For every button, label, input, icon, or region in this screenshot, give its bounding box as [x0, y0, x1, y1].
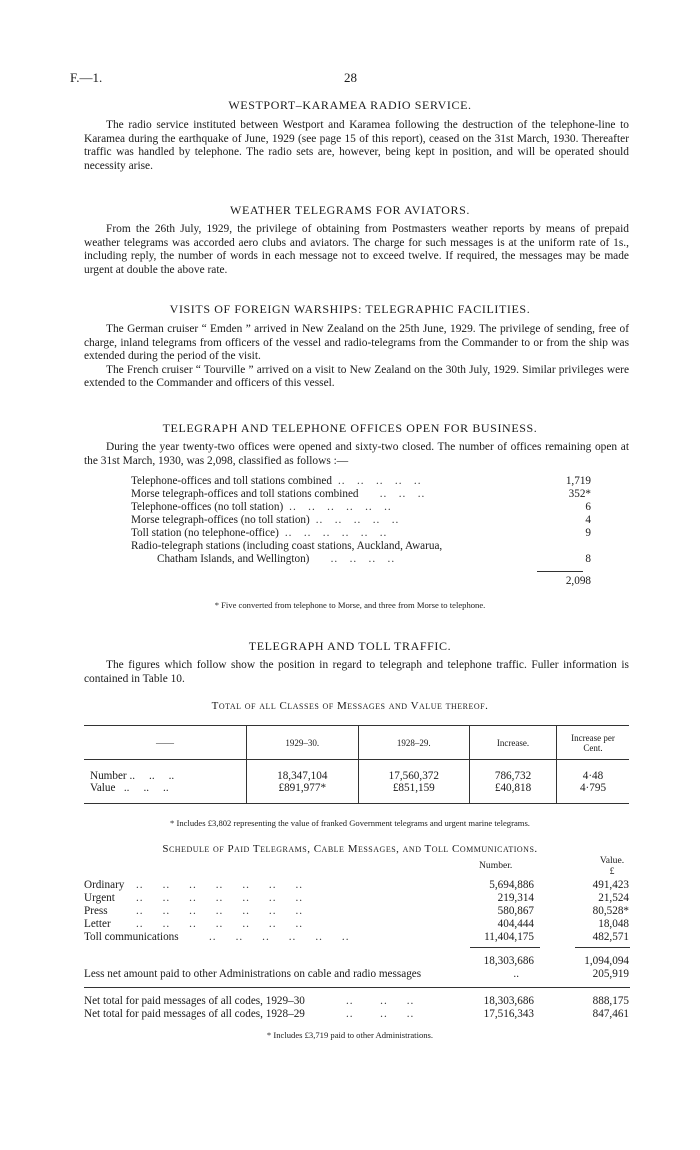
leader-dots: .. .. .. .. .. .. .. [136, 892, 304, 904]
leader-dots: .. .. .. .. .. [315, 514, 400, 526]
row-value: 21,524 [598, 892, 629, 904]
leader-dots: .. .. .. .. .. [337, 475, 422, 487]
row-label: Net total for paid messages of all codes, 1928–29 [84, 1008, 305, 1020]
column-header: Increase. [470, 726, 557, 760]
schedule-row [84, 905, 629, 918]
weather-paragraph [84, 223, 629, 277]
total-rule [537, 571, 583, 572]
value-header: Value. [599, 855, 625, 866]
row-value: 491,423 [592, 879, 629, 891]
offices-paragraph [84, 441, 629, 468]
item-label: Telephone-offices and toll stations combined [131, 475, 332, 487]
row-label: Toll communications [84, 931, 179, 943]
less-label: Less net amount paid to other Administrations on cable and radio messages [84, 968, 422, 980]
subtotal-row [84, 955, 629, 968]
list-item [131, 527, 591, 540]
row-label: Number [90, 769, 127, 782]
totals-table-caption: Total of all Classes of Messages and Value thereof. [211, 700, 489, 712]
leader-dots: .. .. .. .. .. .. .. [136, 905, 304, 917]
row-label: Ordinary [84, 879, 125, 891]
net-row [84, 1008, 629, 1021]
traffic-paragraph [84, 659, 629, 686]
cell: 786,732 [470, 770, 557, 782]
leader-dots: .. .. .. [346, 995, 415, 1007]
schedule-row [84, 879, 629, 892]
westport-title: WESTPORT–KARAMEA RADIO SERVICE. [228, 98, 472, 112]
net-rule [84, 987, 630, 988]
row-value: 80,528* [592, 905, 629, 917]
cell: £40,818 [470, 782, 557, 794]
traffic-text: The figures which follow show the position in regard to telegraph and telephone traffic. Fuller information is contained in Table 10. [84, 659, 629, 685]
cell: 17,560,372 [358, 770, 470, 782]
totals-table [84, 725, 629, 804]
subtotal-value: 1,094,094 [584, 955, 629, 967]
report-reference: F.—1. [70, 70, 103, 85]
item-label: Chatham Islands, and Wellington) [157, 553, 310, 565]
item-label: Morse telegraph-offices (no toll station) [131, 514, 310, 526]
leader-dots: .. .. .. .. .. .. [289, 501, 392, 513]
leader-dots: .. .. .. .. [315, 553, 396, 565]
table-header-row [84, 726, 629, 760]
row-number: 11,404,175 [484, 931, 534, 943]
table-row: Number .. .. .. 18,347,104 17,560,372 786,732 4·48 [84, 770, 629, 782]
net-row [84, 995, 629, 1008]
row-number: 17,516,343 [483, 1008, 534, 1020]
warships-paragraph [84, 323, 629, 391]
leader-dots: .. .. .. [346, 1008, 415, 1020]
row-value: 18,048 [598, 918, 629, 930]
item-label: Toll station (no telephone-office) [131, 527, 279, 539]
value-unit: £ [609, 866, 615, 877]
westport-text: The radio service instituted between Westport and Karamea following the destruction of the telephone-line to Karamea during the earthquake of June, 1929 (see page 15 of this report), ceased on the 31st March, 1930. Thereafter traffic was handled by telephone. The radio sets are, however, being kept in position, and will be operated should necessity arise. [84, 119, 629, 172]
column-header: 1928–29. [358, 726, 470, 760]
cell: £891,977* [247, 782, 359, 794]
offices-total: 2,098 [565, 575, 591, 587]
row-value: 482,571 [592, 931, 629, 943]
list-item-radio-cont [131, 553, 591, 566]
list-item [131, 488, 591, 501]
list-item [131, 501, 591, 514]
column-header: Increase per Cent. [557, 726, 630, 760]
schedule-row [84, 931, 629, 944]
row-number: 404,444 [497, 918, 534, 930]
schedule-row [84, 892, 629, 905]
offices-list [131, 475, 591, 566]
schedule-subtotals [84, 955, 629, 981]
leader-dots: .. .. .. .. .. .. [284, 527, 388, 539]
schedule-col-number: Number. [479, 860, 513, 871]
list-item-radio [131, 540, 591, 553]
offices-title: TELEGRAPH AND TELEPHONE OFFICES OPEN FOR BUSINESS. [162, 421, 538, 435]
leader-dots: .. .. .. [364, 488, 426, 500]
traffic-title: TELEGRAPH AND TOLL TRAFFIC. [248, 639, 452, 653]
row-value: 847,461 [592, 1008, 629, 1020]
row-number: 580,867 [497, 905, 534, 917]
cell: 4·48 [557, 770, 630, 782]
schedule-rows [84, 879, 629, 944]
list-item [131, 514, 591, 527]
less-row [84, 968, 629, 981]
subtotal-rule-value [575, 947, 630, 948]
cell: 4·795 [557, 782, 630, 794]
item-label: Radio-telegraph stations (including coast stations, Auckland, Awarua, [131, 540, 443, 552]
schedule-footnote: * Includes £3,719 paid to other Administrations. [266, 1030, 434, 1040]
less-value: 205,919 [592, 968, 629, 980]
leader-dots: .. .. .. .. .. .. .. [136, 879, 304, 891]
row-value: 888,175 [592, 995, 629, 1007]
item-value: 1,719 [565, 475, 591, 487]
item-value: 6 [585, 501, 591, 513]
schedule-row [84, 918, 629, 931]
warships-text-emden: The German cruiser “ Emden ” arrived in New Zealand on the 25th June, 1929. The privilege of sending, free of charge, inland telegrams from officers of the vessel and radio-telegrams from the Commander to or from the ship was extended during the period of the visit. [84, 323, 629, 362]
less-number: .. [513, 968, 519, 980]
leader-dots: .. .. .. .. .. .. .. [136, 918, 304, 930]
item-value: 352* [568, 488, 591, 500]
row-label: Letter [84, 918, 111, 930]
westport-paragraph [84, 119, 629, 173]
offices-text: During the year twenty-two offices were opened and sixty-two closed. The number of offices remaining open at the 31st March, 1930, was 2,098, classified as follows :— [84, 441, 629, 467]
offices-footnote: * Five converted from telephone to Morse, and three from Morse to telephone. [214, 600, 486, 610]
row-number: 18,303,686 [483, 995, 534, 1007]
warships-text-tourville: The French cruiser “ Tourville ” arrived on a visit to New Zealand on the 30th July, 1929. Similar privileges were extended to the Commander and officers of this vessel. [84, 363, 629, 389]
row-label: Value [90, 781, 116, 794]
warships-title: VISITS OF FOREIGN WARSHIPS: TELEGRAPHIC FACILITIES. [169, 302, 531, 316]
row-label: Press [84, 905, 108, 917]
schedule-net-totals [84, 995, 629, 1021]
column-header: 1929–30. [247, 726, 359, 760]
subtotal-rule-number [470, 947, 540, 948]
item-label: Telephone-offices (no toll station) [131, 501, 284, 513]
item-value: 9 [585, 527, 591, 539]
page-number: 28 [344, 70, 357, 85]
item-label: Morse telegraph-offices and toll stations combined [131, 488, 359, 500]
row-label: Urgent [84, 892, 115, 904]
row-number: 219,314 [497, 892, 534, 904]
weather-title: WEATHER TELEGRAMS FOR AVIATORS. [230, 203, 470, 217]
cell: £851,159 [358, 782, 470, 794]
subtotal-number: 18,303,686 [483, 955, 534, 967]
weather-text: From the 26th July, 1929, the privilege of obtaining from Postmasters weather reports by means of prepaid weather telegrams was accorded aero clubs and aviators. The charge for such messages is at the uniform rate of 1s., including reply, the number of words in each message not to exceed twelve. If required, the messages may be made urgent at double the above rate. [84, 223, 629, 276]
row-number: 5,694,886 [489, 879, 534, 891]
totals-footnote: * Includes £3,802 representing the value of franked Government telegrams and urgent marine telegrams. [170, 818, 530, 828]
leader-dots: .. .. .. .. .. .. [209, 931, 350, 943]
table-row: Value .. .. .. £891,977* £851,159 £40,818 4·795 [84, 782, 629, 794]
item-value: 8 [585, 553, 591, 565]
column-header: —— [84, 726, 247, 760]
row-label: Net total for paid messages of all codes, 1929–30 [84, 995, 305, 1007]
schedule-caption: Schedule of Paid Telegrams, Cable Messages, and Toll Communications. [162, 843, 538, 855]
item-value: 4 [585, 514, 591, 526]
list-item [131, 475, 591, 488]
cell: 18,347,104 [247, 770, 359, 782]
schedule-col-value [592, 855, 632, 877]
